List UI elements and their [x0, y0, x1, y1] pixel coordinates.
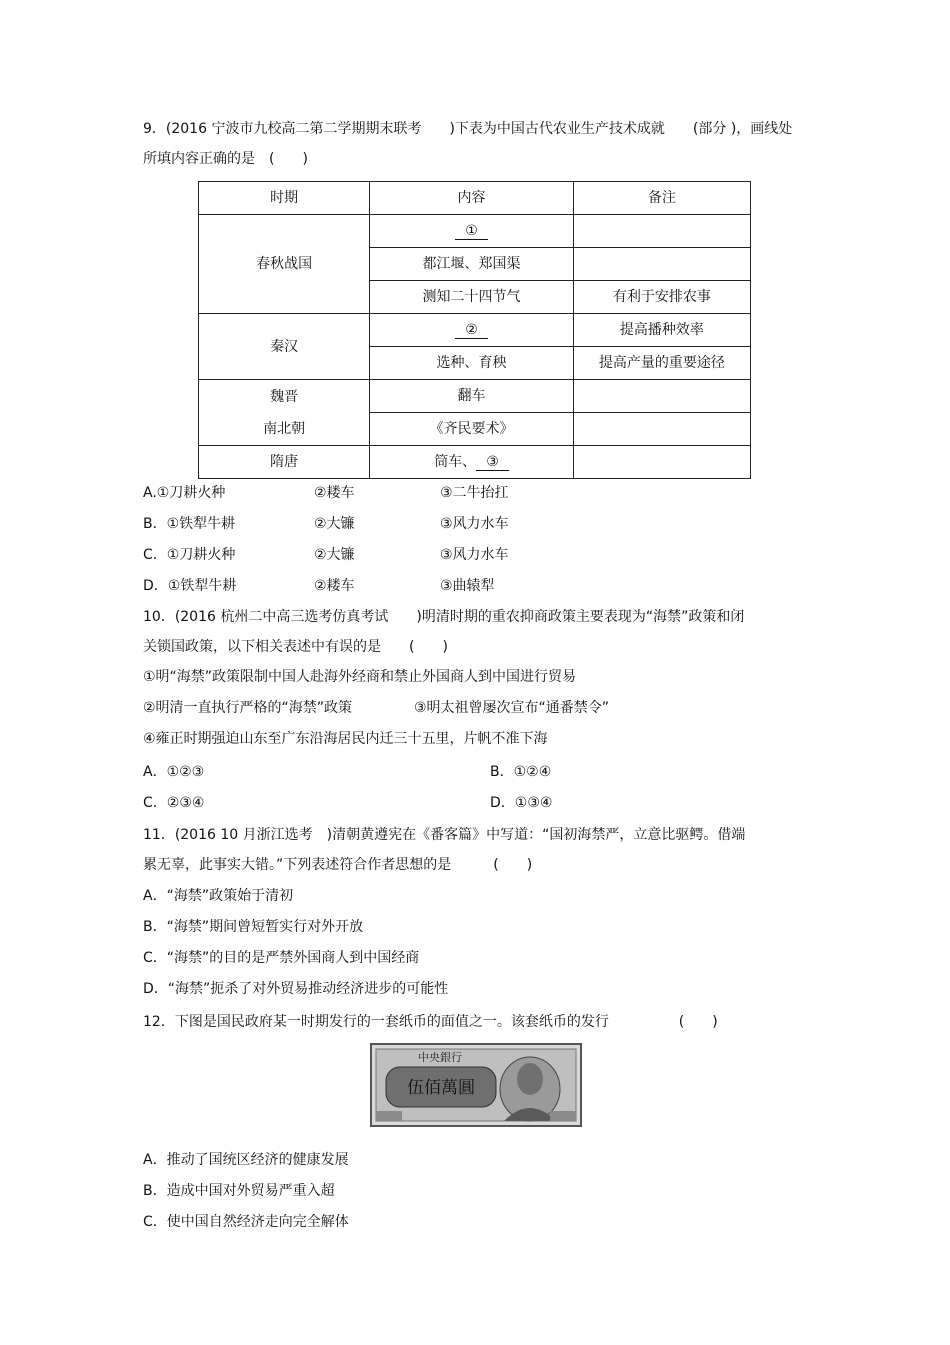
q10-option-a: A．①②③: [143, 764, 205, 780]
note-empty: [573, 215, 750, 248]
q10-option-d: D．①③④: [490, 795, 553, 811]
note-empty: [573, 380, 750, 413]
q9-option-d-1: D．①铁犁牛耕: [143, 578, 237, 594]
q10-statement-2: ②明清一直执行严格的“海禁”政策: [143, 700, 353, 716]
q11-option-d: D．“海禁”扼杀了对外贸易推动经济进步的可能性: [143, 981, 449, 997]
q9-option-b-2: ②大镰: [314, 516, 355, 532]
table-header-period: 时期: [199, 182, 370, 215]
period-chunqiu: 春秋战国: [199, 215, 370, 314]
q9-option-b-3: ③风力水车: [440, 516, 509, 532]
q9-table: [198, 181, 751, 479]
q9-option-b-1: B．①铁犁牛耕: [143, 516, 236, 532]
q9-option-c-2: ②大镰: [314, 547, 355, 563]
banknote-illustration: [370, 1043, 582, 1127]
table-header-note: 备注: [573, 182, 750, 215]
content-xuanzhong: 选种、育秧: [370, 347, 573, 380]
q10-option-b: B．①②④: [490, 764, 552, 780]
content-blank-2: ②: [370, 314, 573, 347]
q12-option-b: B．造成中国对外贸易严重入超: [143, 1183, 335, 1199]
note-jieqi: 有利于安排农事: [573, 281, 750, 314]
q9-option-a-1: A.①刀耕火种: [143, 485, 226, 501]
q9-option-d-3: ③曲辕犁: [440, 578, 495, 594]
q11-stem-line2: 累无辜，此事实大错。”下列表述符合作者思想的是 ( ): [143, 857, 533, 873]
content-tongche: 筒车、 ③: [370, 446, 573, 479]
content-dujiangyan: 都江堰、郑国渠: [370, 248, 573, 281]
q11-stem-line1: 11．(2016 10 月浙江选考 )清朝黄遵宪在《番客篇》中写道：“国初海禁严，立意比驱鳄。借端: [143, 827, 746, 843]
banknote-value: 伍佰萬圓: [407, 1078, 475, 1098]
content-blank-1: ①: [370, 215, 573, 248]
content-fanche: 翻车: [370, 380, 573, 413]
table-header-content: 内容: [370, 182, 573, 215]
note-empty: [573, 248, 750, 281]
q10-option-c: C．②③④: [143, 795, 205, 811]
q11-option-b: B．“海禁”期间曾短暂实行对外开放: [143, 919, 364, 935]
q9-option-a-2: ②耧车: [314, 485, 355, 501]
q9-stem-line2: 所填内容正确的是 ( ): [143, 151, 308, 167]
q10-statement-1: ①明“海禁”政策限制中国人赴海外经商和禁止外国商人到中国进行贸易: [143, 669, 577, 685]
q9-option-c-1: C．①刀耕火种: [143, 547, 236, 563]
note-empty: [573, 413, 750, 446]
note-xuanzhong: 提高产量的重要途径: [573, 347, 750, 380]
q9-option-d-2: ②耧车: [314, 578, 355, 594]
period-nanbeichao: 南北朝: [263, 420, 306, 437]
q12-option-c: C．使中国自然经济走向完全解体: [143, 1214, 349, 1230]
content-qiminyaoshu: 《齐民要术》: [370, 413, 573, 446]
q10-statement-4: ④雍正时期强迫山东至广东沿海居民内迁三十五里，片帆不准下海: [143, 731, 548, 747]
banknote-bank-name: 中央銀行: [418, 1051, 462, 1064]
period-qinhan: 秦汉: [199, 314, 370, 380]
q9-option-c-3: ③风力水车: [440, 547, 509, 563]
note-blank-2: 提高播种效率: [573, 314, 750, 347]
q11-option-a: A．“海禁”政策始于清初: [143, 888, 294, 904]
period-weijin-nanbeichao: [199, 380, 370, 446]
q11-option-c: C．“海禁”的目的是严禁外国商人到中国经商: [143, 950, 420, 966]
note-empty: [573, 446, 750, 479]
period-suitang: 隋唐: [199, 446, 370, 479]
content-jieqi: 测知二十四节气: [370, 281, 573, 314]
period-weijin: 魏晋: [270, 388, 299, 405]
q9-stem-line1: 9．(2016 宁波市九校高二第二学期期末联考 )下表为中国古代农业生产技术成就 (部分 )，画线处: [143, 121, 793, 137]
q10-stem-line2: 关锁国政策，以下相关表述中有误的是 ( ): [143, 639, 448, 655]
q10-statement-3: ③明太祖曾屡次宣布“通番禁令”: [414, 700, 610, 716]
q12-option-a: A．推动了国统区经济的健康发展: [143, 1152, 349, 1168]
q12-stem: 12．下图是国民政府某一时期发行的一套纸币的面值之一。该套纸币的发行 ( ): [143, 1014, 718, 1030]
q9-option-a-3: ③二牛抬扛: [440, 485, 509, 501]
q10-stem-line1: 10．(2016 杭州二中高三选考仿真考试 )明清时期的重农抑商政策主要表现为“海禁”政策和闭: [143, 609, 745, 625]
banknote-image: [370, 1043, 582, 1127]
